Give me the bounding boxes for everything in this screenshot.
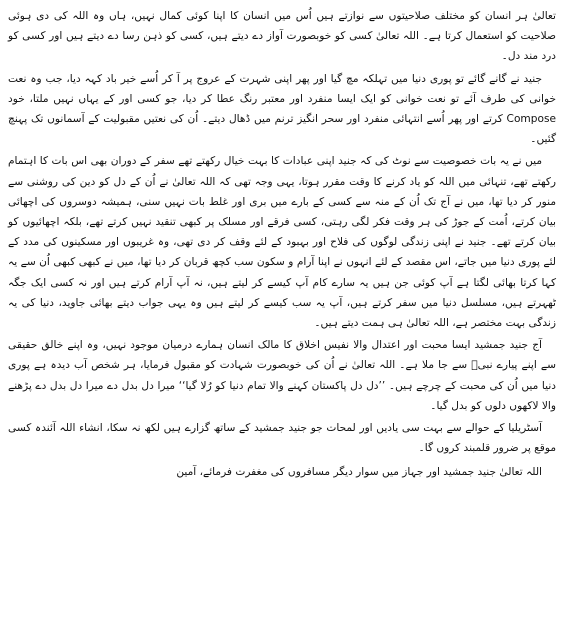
article-paragraph-5: آسٹریلیا کے حوالے سے بہت سی یادیں اور لمحات جو جنید جمشید کے ساتھ گزارے ہیں لکھ نہ سکا، انشاء اللہ آئندہ کسی موقع پر ضرور قلمبند کروں گا۔ bbox=[8, 422, 556, 455]
article-paragraph-1: تعالیٰ ہر انسان کو مختلف صلاحیتوں سے نوازتے ہیں اُس میں انسان کا اپنا کوئی کمال نہیں، ہاں وہ اللہ کی دی ہوئی صلاحیت کو استعمال کرتا ہے۔ اللہ تعالیٰ کسی کو خوبصورت آواز دے دیتے ہیں، کسی کو ذہن رسا دے دیتے ہیں اور کسی کو درد مند دل۔ bbox=[8, 10, 556, 63]
article-paragraph-4: آج جنید جمشید ایسا محبت اور اعتدال والا نفیس اخلاق کا مالک انسان ہمارے درمیان موجود نہیں، وہ اپنے خالق حقیقی سے اپنے پیارے نبیؐ سے جا ملا ہے۔ اللہ تعالیٰ نے اُن کی خوبصورت شہادت کو مقبول فرمایا، ہر شخص آب دیدہ ہے پوری دنیا میں اُن کی محبت کے چرچے ہیں۔ ’’دل دل پاکستان کہنے والا تمام دنیا کو رُلا گیا‘‘ میرا دل بدل دے میرا دل بدل دے پڑھنے والا لاکھوں دلوں کو بدل گیا۔ bbox=[8, 339, 556, 412]
article-paragraph-2: جنید نے گانے گائے تو پوری دنیا میں تہلکہ مچ گیا اور پھر اپنی شہرت کے عروج پر آ کر اُسے خیر باد کہہ دیا، جب وہ نعت خوانی کی طرف آئے تو نعت خوانی کو ایک ایسا منفرد اور معتبر رنگ عطا کر دیا، جو کسی اور کے یہاں نہیں ملتا، خود Compose کرتے اور پھر اُسے انتہائی منفرد اور سحر انگیز ترنم میں ڈھال دیتے۔ اُن کی نعتیں مقبولیت کے آسمانوں تک پہنچ گئیں۔ bbox=[8, 72, 556, 146]
article-closing-prayer: اللہ تعالیٰ جنید جمشید اور جہاز میں سوار دیگر مسافروں کی مغفرت فرمائے، آمین bbox=[176, 466, 542, 479]
article-paragraph-3: میں نے یہ بات خصوصیت سے نوٹ کی کہ جنید اپنی عبادات کا بہت خیال رکھتے تھے سفر کے دوران بھی اس بات کا اہتمام رکھتے تھے، تنہائی میں اللہ کو یاد کرنے کا وقت مقرر ہوتا، یہی وجہ تھی کہ اللہ تعالیٰ نے اُن کے دل کو دین کی روشنی سے منور کر دیا تھا، میں نے آج تک اُن کے منہ سے کسی کے بارے میں بری اور غلط بات نہیں سنی، ہمیشہ دوسروں کی اچھائی بیان کرتے، اُمت کے جوڑ کی ہر وقت فکر لگی رہتی، کسی فرقے اور مسلک پر کبھی تنقید نہیں کرتے تھے، بلکہ اچھائیوں کو بیان کرتے تھے۔ جنید نے اپنی زندگی لوگوں کی فلاح اور بہبود کے لئے وقف کر دی تھی، وہ غریبوں اور مسکینوں کی مدد کے لئے پوری دنیا میں جاتے، اس مقصد کے لئے انہوں نے اپنا آرام و سکون سب کچھ قربان کر دیا تھا، میں نے کبھی کبھی اُن سے یہ کہا کرتا بھائی لگتا ہے آپ کوئی جن ہیں یہ سارے کام آپ کیسے کر لیتے ہیں، نہ آپ آرام کرتے ہیں اور نہ کسی ایک جگہ ٹھہرتے ہیں، مسلسل دنیا میں سفر کرتے ہیں، آپ یہ سب کیسے کر لیتے ہیں وہ یہی جواب دیتے بھائی جاوید، دنیا کی یہ زندگی بہت مختصر ہے، اللہ تعالیٰ ہی ہمت دیتے ہیں۔ bbox=[8, 155, 556, 330]
